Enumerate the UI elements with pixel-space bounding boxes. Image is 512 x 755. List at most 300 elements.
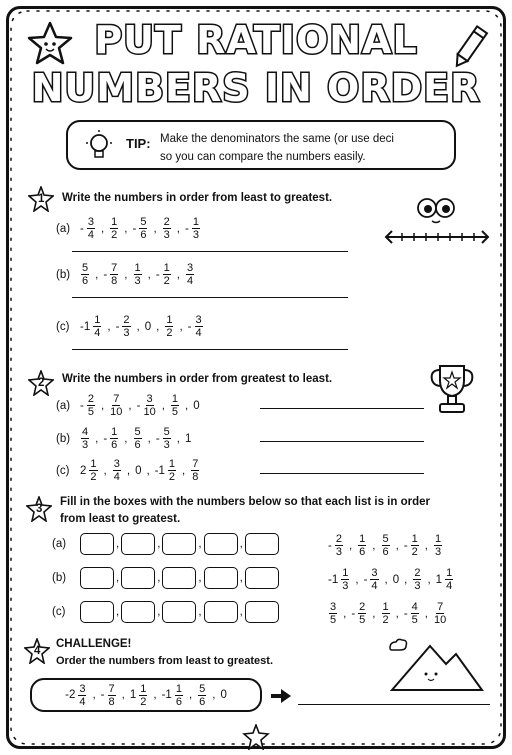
denominator: 3 [435,546,442,558]
numerator: 5 [134,426,141,438]
numerator: 1 [90,458,97,470]
q3-item-1 [52,533,279,555]
number-term [80,393,96,418]
fraction [168,458,176,483]
denominator: 6 [199,695,206,708]
fraction [165,314,173,339]
comma: , [176,268,180,281]
fraction [81,262,89,287]
answer-box[interactable] [204,567,238,589]
fraction [434,533,442,558]
number-term [133,426,143,451]
denominator: 2 [111,229,118,241]
item-label: (b) [52,572,67,584]
item-label: (a) [52,538,67,550]
question-2-number: 2 [38,377,45,389]
number-term [351,601,367,626]
number-term: 1 [185,432,192,445]
answer-box[interactable] [245,533,279,555]
item-label: (c) [56,320,70,333]
denominator: 8 [111,275,118,287]
comma: , [395,539,399,552]
item-label: (c) [52,606,66,618]
number-term [133,216,149,241]
answer-box[interactable] [162,533,196,555]
fraction [198,683,206,708]
number-term [80,262,90,287]
number-list [80,426,191,451]
star-bottom-icon [242,724,270,750]
denominator: 2 [166,327,173,339]
q2-item-3 [56,458,200,483]
question-2-prompt: Write the numbers in order from greatest to least. [62,373,333,385]
numerator: 5 [140,216,147,228]
arrow-right-icon [270,688,292,704]
numerator: 2 [359,601,366,613]
term-prefix: 2 [80,464,87,477]
q3-numbers-1 [328,533,443,558]
comma: , [100,399,105,412]
comma: , [355,573,359,586]
term-prefix: - [80,222,84,235]
fraction [139,216,147,241]
denominator: 10 [143,406,156,418]
comma: , [427,573,431,586]
numerator: 1 [134,262,141,274]
fraction [382,601,390,626]
comma: , [185,399,189,412]
denominator: 5 [411,614,418,626]
numerator: 3 [371,567,378,579]
denominator: 3 [163,439,170,451]
answer-line[interactable] [260,441,424,442]
numerator: 4 [82,426,89,438]
term-prefix: - [115,320,120,333]
denominator: 6 [82,275,89,287]
comma: , [116,572,120,584]
q1-item-2 [56,262,195,287]
comma: , [153,222,157,235]
numerator: 3 [195,314,202,326]
comma: , [198,572,202,584]
comma: , [198,606,202,618]
comma: , [161,399,165,412]
number-term [137,393,157,418]
number-term [80,458,99,483]
numerator: 1 [166,314,173,326]
number-term: 0 [392,573,400,586]
fraction [134,262,142,287]
denominator: 6 [134,439,141,451]
denominator: 4 [195,327,202,339]
numerator: 7 [113,393,120,405]
answer-boxes [80,567,279,589]
comma: , [395,607,399,620]
comma: , [103,464,107,477]
number-term [328,567,350,592]
numerator: 1 [192,216,199,228]
number-term [112,458,122,483]
comma: , [107,320,111,333]
comma: , [116,538,120,550]
q2-item-1 [56,393,200,418]
answer-line[interactable] [72,251,348,252]
denominator: 6 [359,546,366,558]
numerator: 7 [192,458,199,470]
term-prefix: -1 [328,573,339,586]
denominator: 3 [414,580,421,592]
fraction [113,458,121,483]
number-term: 0 [144,320,152,333]
number-term [103,262,119,287]
denominator: 4 [87,229,94,241]
numerator: 7 [437,601,444,613]
answer-box[interactable] [162,567,196,589]
q3-item-2 [52,567,279,589]
fraction [341,567,349,592]
denominator: 3 [192,229,199,241]
comma: , [348,539,353,552]
numerator: 3 [330,601,337,613]
denominator: 2 [168,471,176,483]
fraction [163,262,171,287]
comma: , [179,320,183,333]
answer-box[interactable] [80,533,114,555]
comma: , [176,222,180,235]
comma: , [121,689,125,701]
number-list [80,314,204,339]
number-term [103,426,119,451]
comma: , [424,607,428,620]
answer-box[interactable] [245,601,279,623]
fraction [358,601,366,626]
numerator: 1 [175,682,182,695]
denominator: 8 [192,471,199,483]
numerator: 1 [171,393,179,405]
numerator: 3 [87,216,94,228]
number-term [164,314,174,339]
denominator: 8 [108,695,115,708]
denominator: 2 [411,546,418,558]
denominator: 4 [94,327,101,339]
term-prefix: -2 [65,689,76,701]
comma: , [156,320,160,333]
number-term [381,601,391,626]
number-line-icon [382,228,492,246]
denominator: 6 [111,439,118,451]
number-term [412,567,422,592]
fraction [122,314,130,339]
comma: , [372,607,376,620]
comma: , [188,689,193,701]
numerator: 3 [79,682,86,695]
answer-line[interactable] [72,349,348,350]
number-term [162,683,184,708]
numerator: 1 [446,567,453,579]
numerator: 1 [168,458,176,470]
number-list [80,216,201,241]
question-4-heading: CHALLENGE! [56,638,132,650]
comma: , [182,464,186,477]
term-prefix: - [185,222,189,235]
fraction [434,601,446,626]
fraction [195,314,203,339]
answer-box[interactable] [245,567,279,589]
number-list [80,393,200,418]
trophy-icon [426,360,478,418]
number-term [197,683,207,708]
number-term [130,683,149,708]
question-4-number: 4 [34,645,41,657]
challenge-numbers-box [30,678,262,712]
fraction [89,458,97,483]
term-prefix: - [136,399,141,412]
comma: , [128,399,132,412]
comma: , [126,464,131,477]
number-list [65,683,227,708]
number-term [116,314,132,339]
numerator: 3 [146,393,153,405]
number-list [80,458,200,483]
denominator: 4 [79,695,86,708]
number-term [133,262,143,287]
fraction [139,683,147,708]
denominator: 5 [359,614,366,626]
number-term: 0 [135,464,142,477]
numerator: 1 [435,533,442,545]
answer-box[interactable] [204,533,238,555]
fraction [171,393,179,418]
numerator: 1 [111,216,118,228]
term-prefix: - [363,573,368,586]
denominator: 10 [434,614,447,626]
answer-line[interactable] [260,408,424,409]
fraction [413,567,421,592]
numerator: 1 [411,533,418,545]
number-term [404,601,420,626]
tip-label: TIP: [126,136,151,151]
number-term [404,533,420,558]
fraction [411,533,419,558]
denominator: 3 [335,546,342,558]
answer-box[interactable] [121,601,155,623]
number-list [328,533,443,558]
number-list [328,567,454,592]
denominator: 5 [171,406,179,418]
q1-item-1 [56,216,201,241]
number-term: 0 [220,689,227,701]
answer-boxes [80,533,279,555]
denominator: 4 [187,275,194,287]
number-term [436,567,455,592]
item-label: (b) [56,268,71,281]
fraction [191,458,199,483]
comma: , [212,689,216,701]
number-term: 0 [193,399,200,412]
comma: , [153,689,157,701]
denominator: 3 [163,229,170,241]
item-label: (a) [56,222,71,235]
number-term [381,533,391,558]
denominator: 5 [330,614,337,626]
numerator: 2 [87,393,94,405]
comma: , [100,222,105,235]
page-title-line-1: PUT RATIONAL [94,18,418,62]
number-term [170,393,180,418]
q1-item-3 [56,314,204,339]
comma: , [92,689,96,701]
numerator: 2 [414,567,421,579]
denominator: 3 [342,580,349,592]
answer-box[interactable] [80,601,114,623]
numerator: 2 [163,216,170,228]
numerator: 5 [199,682,206,695]
q3-numbers-2 [328,567,454,592]
fraction [143,393,155,418]
denominator: 6 [140,229,147,241]
term-prefix: - [328,539,332,552]
term-prefix: - [187,320,192,333]
numerator: 1 [382,601,389,613]
fraction [93,314,101,339]
number-term [357,533,367,558]
number-term [156,262,172,287]
numerator: 1 [359,533,366,545]
denominator: 3 [123,327,130,339]
fraction [110,426,118,451]
question-1-prompt: Write the numbers in order from least to greatest. [62,192,333,204]
question-1-number: 1 [38,193,45,205]
comma: , [239,572,243,584]
fraction [335,533,343,558]
denominator: 2 [140,695,147,708]
term-prefix: 1 [435,573,443,586]
q3-numbers-3 [328,601,447,626]
fraction [329,601,337,626]
term-prefix: - [103,432,108,445]
challenge-answer-line[interactable] [298,704,490,705]
fraction [175,683,183,708]
term-prefix: -1 [161,689,172,701]
tip-box [66,120,456,170]
number-term [65,683,87,708]
number-term [80,314,102,339]
denominator: 3 [134,275,141,287]
answer-box[interactable] [80,567,114,589]
denominator: 2 [163,275,170,287]
number-term [185,216,201,241]
answer-line[interactable] [72,297,348,298]
numerator: 3 [113,458,120,470]
number-term [433,601,447,626]
item-label: (a) [56,399,71,412]
comma: , [116,606,120,618]
number-term [162,216,172,241]
number-term [328,601,338,626]
answer-boxes [80,601,279,623]
q2-item-2 [56,426,191,451]
denominator: 4 [113,471,120,483]
term-prefix: - [155,268,160,281]
fraction [186,262,194,287]
term-prefix: - [132,222,137,235]
denominator: 4 [446,580,453,592]
answer-box[interactable] [121,533,155,555]
page-title-line-2: NUMBERS IN ORDER [31,66,481,110]
comma: , [147,268,151,281]
fraction [110,216,118,241]
fraction [382,533,390,558]
fraction [411,601,419,626]
term-prefix: - [351,607,356,620]
numerator: 5 [382,533,389,545]
number-term [109,216,119,241]
fraction [81,426,89,451]
term-prefix: - [403,607,408,620]
term-prefix: - [80,399,84,412]
numerator: 1 [140,682,147,695]
mountain-icon [384,636,488,692]
q3-item-3 [52,601,279,623]
fraction [87,216,95,241]
number-term [155,458,177,483]
number-term [80,426,90,451]
comma: , [147,432,151,445]
fraction [87,393,95,418]
number-list [80,262,195,287]
question-3-prompt-line-2: from least to greatest. [60,513,181,525]
answer-box[interactable] [204,601,238,623]
comma: , [95,432,99,445]
denominator: 6 [175,695,182,708]
numerator: 7 [111,262,118,274]
fraction [110,393,122,418]
term-prefix: - [403,539,408,552]
numerator: 3 [187,262,194,274]
denominator: 5 [87,406,94,418]
term-prefix: - [103,268,108,281]
number-term [188,314,204,339]
item-label: (c) [56,464,70,477]
numerator: 1 [111,426,118,438]
comma: , [136,320,140,333]
comma: , [157,572,161,584]
answer-line[interactable] [260,473,424,474]
answer-box[interactable] [121,567,155,589]
comma: , [372,539,376,552]
question-3-number: 3 [36,503,43,515]
term-prefix: 1 [129,689,137,701]
numerator: 2 [123,314,130,326]
numerator: 5 [82,262,89,274]
fraction [163,216,171,241]
question-4-prompt: Order the numbers from least to greatest. [56,655,273,667]
fraction [78,683,86,708]
denominator: 3 [82,439,89,451]
fraction [110,262,118,287]
comma: , [198,538,202,550]
comma: , [124,268,128,281]
answer-box[interactable] [162,601,196,623]
denominator: 10 [110,406,123,418]
number-term [433,533,443,558]
comma: , [384,573,388,586]
comma: , [124,432,128,445]
comma: , [146,464,150,477]
numerator: 1 [342,567,349,579]
term-prefix: -1 [154,464,165,477]
tip-text: Make the denominators the same (or use deci so you can compare the numbers easily. [160,133,394,163]
